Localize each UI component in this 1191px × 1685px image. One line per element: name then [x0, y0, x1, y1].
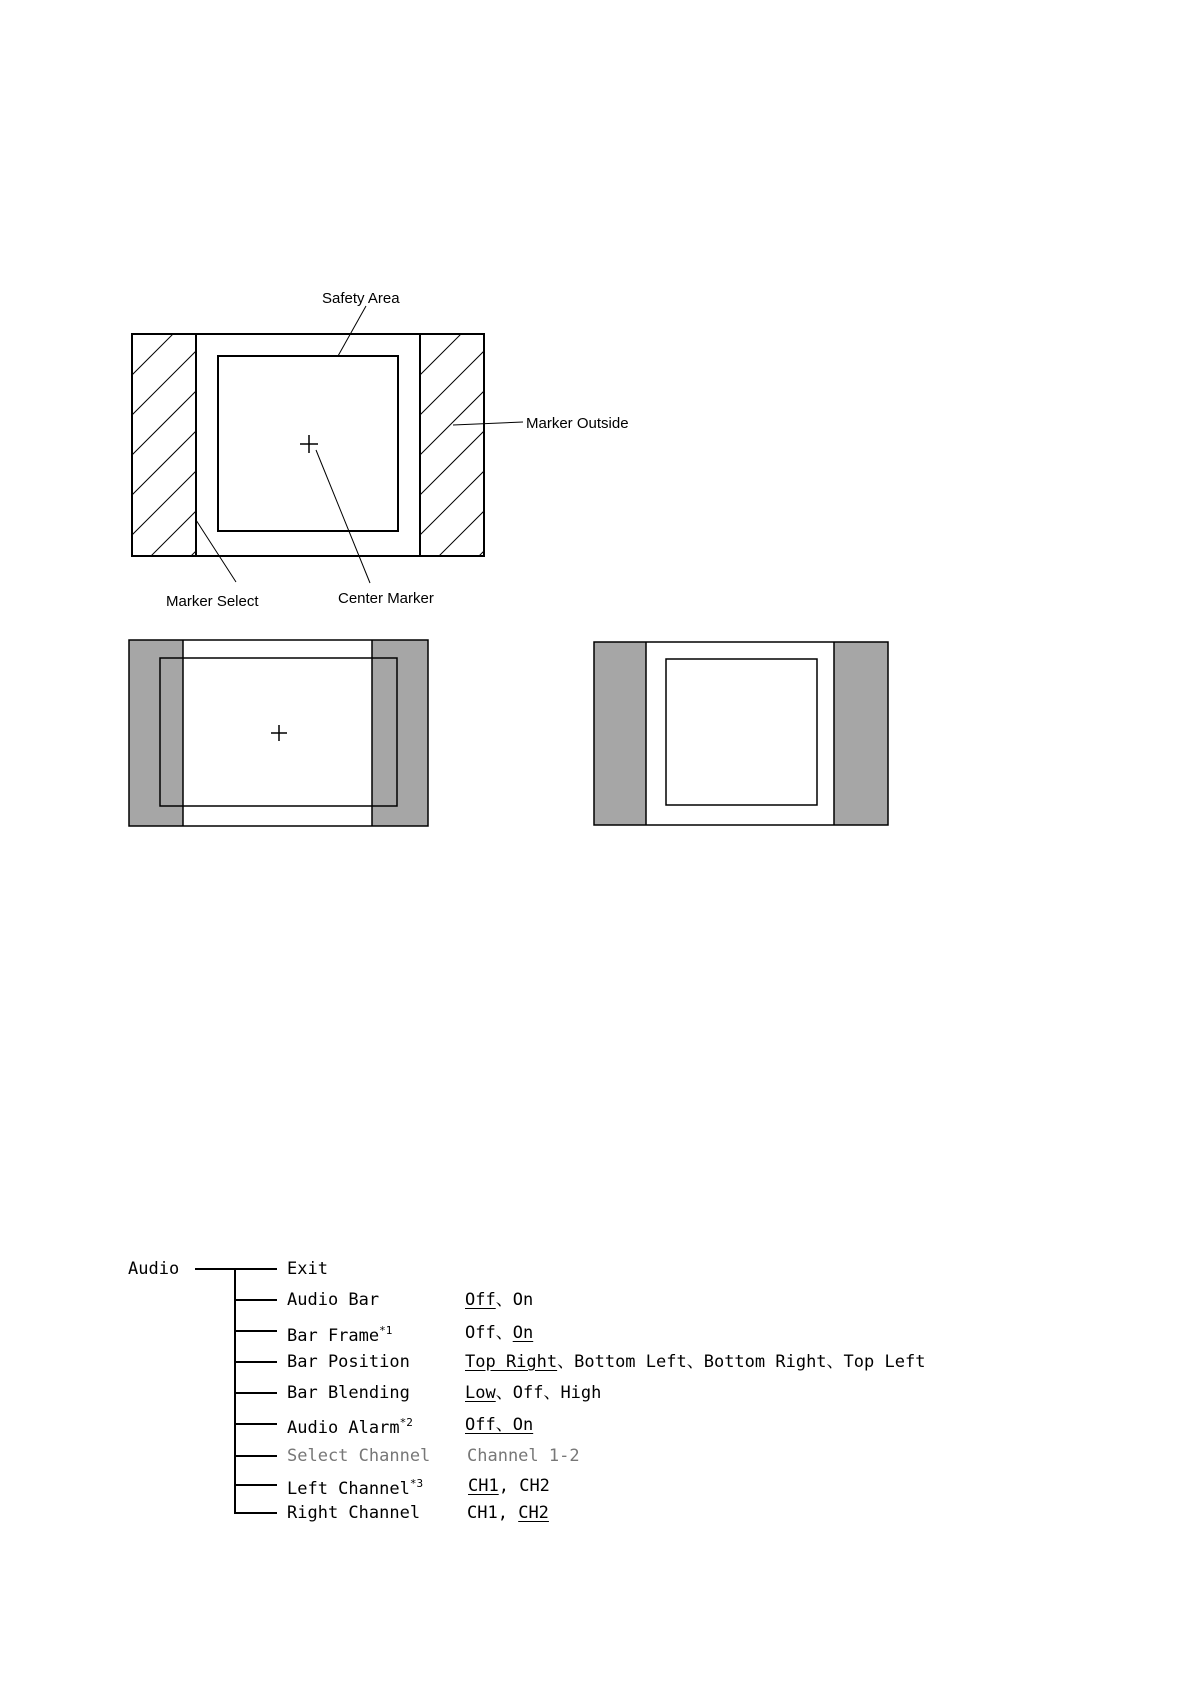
audio-alarm-options — [465, 1415, 533, 1435]
bar-position-options: Top Right、Bottom Left、Bottom Right、Top Left — [465, 1352, 926, 1372]
menu-item-bar-position[interactable]: Bar Position — [287, 1352, 410, 1372]
option[interactable]: Off — [512, 1383, 544, 1403]
menu-item-bar-frame[interactable]: Bar Frame$^{*1}$ — [287, 1324, 393, 1346]
footnote-ref: *3 — [409, 1477, 424, 1490]
option[interactable]: On — [512, 1290, 534, 1310]
menu-item-audio-bar[interactable]: Audio Bar — [287, 1290, 380, 1310]
menu-item-right-channel[interactable]: Right Channel — [287, 1503, 421, 1523]
option[interactable]: CH1 — [467, 1503, 498, 1523]
marker-select-label: Marker Select — [166, 593, 259, 610]
option-default[interactable]: Off、On — [465, 1415, 534, 1435]
select-channel-value: Channel 1-2 — [467, 1446, 580, 1466]
menu-item-select-channel: Select Channel — [287, 1446, 431, 1466]
footnote-ref: *2 — [399, 1416, 413, 1429]
option-default[interactable]: CH2 — [518, 1503, 549, 1523]
menu-root-label: Audio — [128, 1259, 180, 1279]
option[interactable]: High — [560, 1383, 602, 1403]
option[interactable]: Bottom Right — [703, 1352, 827, 1372]
menu-item-left-channel[interactable]: Left Channel$^{*3}$ — [287, 1477, 424, 1499]
option[interactable]: Top Left — [843, 1352, 926, 1372]
right-channel-options: CH1, CH2 — [467, 1503, 549, 1523]
menu-item-exit[interactable]: Exit — [287, 1259, 328, 1279]
option-default[interactable]: On — [512, 1323, 534, 1343]
option-default[interactable]: Low — [465, 1383, 496, 1403]
marker-outside-label: Marker Outside — [526, 415, 629, 432]
center-marker-label: Center Marker — [338, 590, 434, 607]
bar-blending-options: Low、Off、High — [465, 1383, 602, 1403]
option-default[interactable]: CH1 — [468, 1476, 499, 1496]
option-default[interactable]: Top Right — [465, 1352, 558, 1372]
safety-area-label: Safety Area — [322, 290, 400, 307]
option[interactable]: Bottom Left — [574, 1352, 687, 1372]
menu-item-bar-blending[interactable]: Bar Blending — [287, 1383, 410, 1403]
left-channel-options: CH1, CH2 — [468, 1476, 550, 1496]
bar-frame-options: Off、On — [465, 1323, 534, 1343]
footnote-ref: *1 — [379, 1324, 393, 1337]
menu-item-audio-alarm[interactable]: Audio Alarm$^{*2}$ — [287, 1416, 413, 1438]
option[interactable]: CH2 — [519, 1476, 550, 1496]
option-default[interactable]: Off — [465, 1290, 496, 1310]
audio-bar-options: Off、On — [465, 1290, 534, 1310]
option[interactable]: Off — [465, 1323, 496, 1343]
